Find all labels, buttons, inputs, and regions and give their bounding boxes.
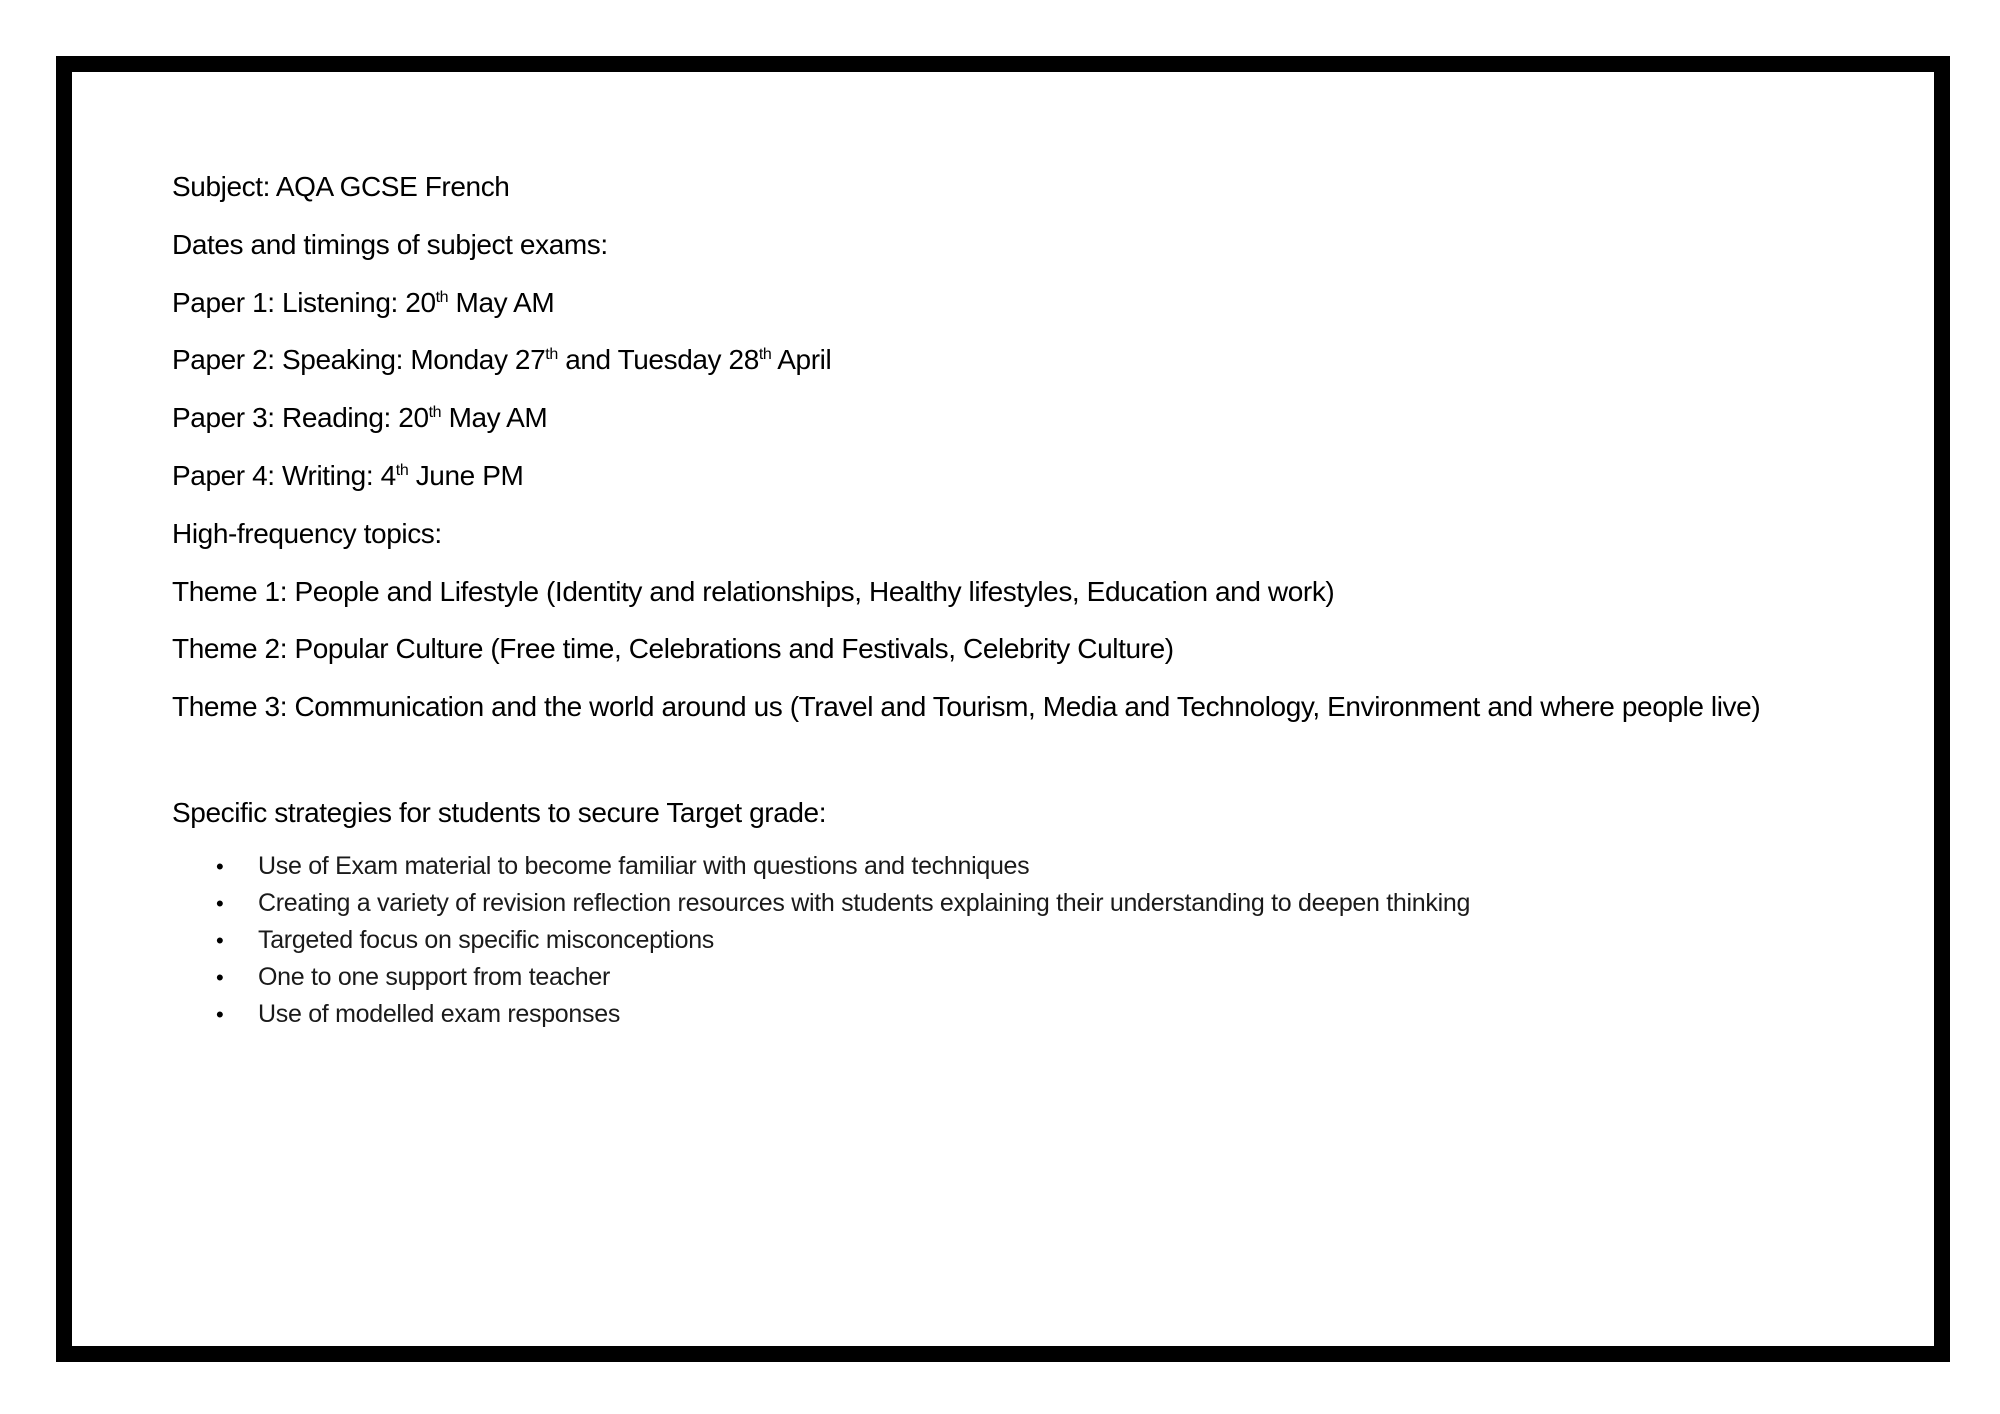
bullet-icon: • [216,964,224,990]
paper-3-ordinal: th [428,404,442,422]
paper-1-text: Paper 1: Listening: 20 [172,286,436,318]
paper-3-time: May AM [441,402,548,434]
list-item-text: Use of Exam material to become familiar with questions and techniques [258,851,1030,880]
bullet-icon: • [216,890,224,916]
list-item [172,848,1892,885]
theme-3-line: Theme 3: Communication and the world around us (Travel and Tourism, Media and Technology, Environment and where people live) [172,691,1761,723]
subject-value: AQA GCSE French [275,171,510,202]
paper-1-ordinal: th [435,288,449,306]
theme-2-line: Theme 2: Popular Culture (Free time, Celebrations and Festivals, Celebrity Culture) [172,633,1174,665]
list-item-text: Creating a variety of revision reflection resources with students explaining their understanding to deepen thinking [258,888,1471,917]
list-item [172,885,1892,922]
list-item-text: Targeted focus on specific misconceptions [258,925,714,954]
bullet-icon: • [216,853,224,879]
paper-4-time: June PM [408,459,524,491]
list-item [172,996,1892,1033]
section-spacer [172,748,1892,796]
paper-2-line [172,343,1892,377]
list-item-text: One to one support from teacher [258,962,611,991]
paper-1-time: May AM [448,286,555,318]
paper-3-line [172,401,1892,435]
paper-4-text: Paper 4: Writing: 4 [172,459,396,491]
exams-heading: Dates and timings of subject exams: [172,228,608,260]
paper-3-text: Paper 3: Reading: 20 [172,402,429,434]
paper-2-time: April [771,344,832,376]
list-item-text: Use of modelled exam responses [258,999,621,1028]
paper-2-mid: and Tuesday 28 [557,344,759,376]
list-item [172,922,1892,959]
paper-4-line [172,459,1892,493]
subject-line [172,170,1892,204]
paper-2-ordinal-1: th [545,346,558,364]
paper-1-line [172,286,1892,320]
bullet-icon: • [216,927,224,953]
document-content [172,170,1892,1033]
paper-4-ordinal: th [395,461,409,479]
topics-heading: High-frequency topics: [172,517,442,549]
theme-1-line: Theme 1: People and Lifestyle (Identity and relationships, Healthy lifestyles, Education and work) [172,575,1335,607]
bullet-icon: • [216,1001,224,1027]
subject-label: Subject: [172,171,270,202]
paper-2-ordinal-2: th [758,346,772,364]
list-item [172,959,1892,996]
strategies-heading: Specific strategies for students to secure Target grade: [172,796,827,828]
strategies-list [172,848,1892,1033]
paper-2-text: Paper 2: Speaking: Monday 27 [172,344,546,376]
